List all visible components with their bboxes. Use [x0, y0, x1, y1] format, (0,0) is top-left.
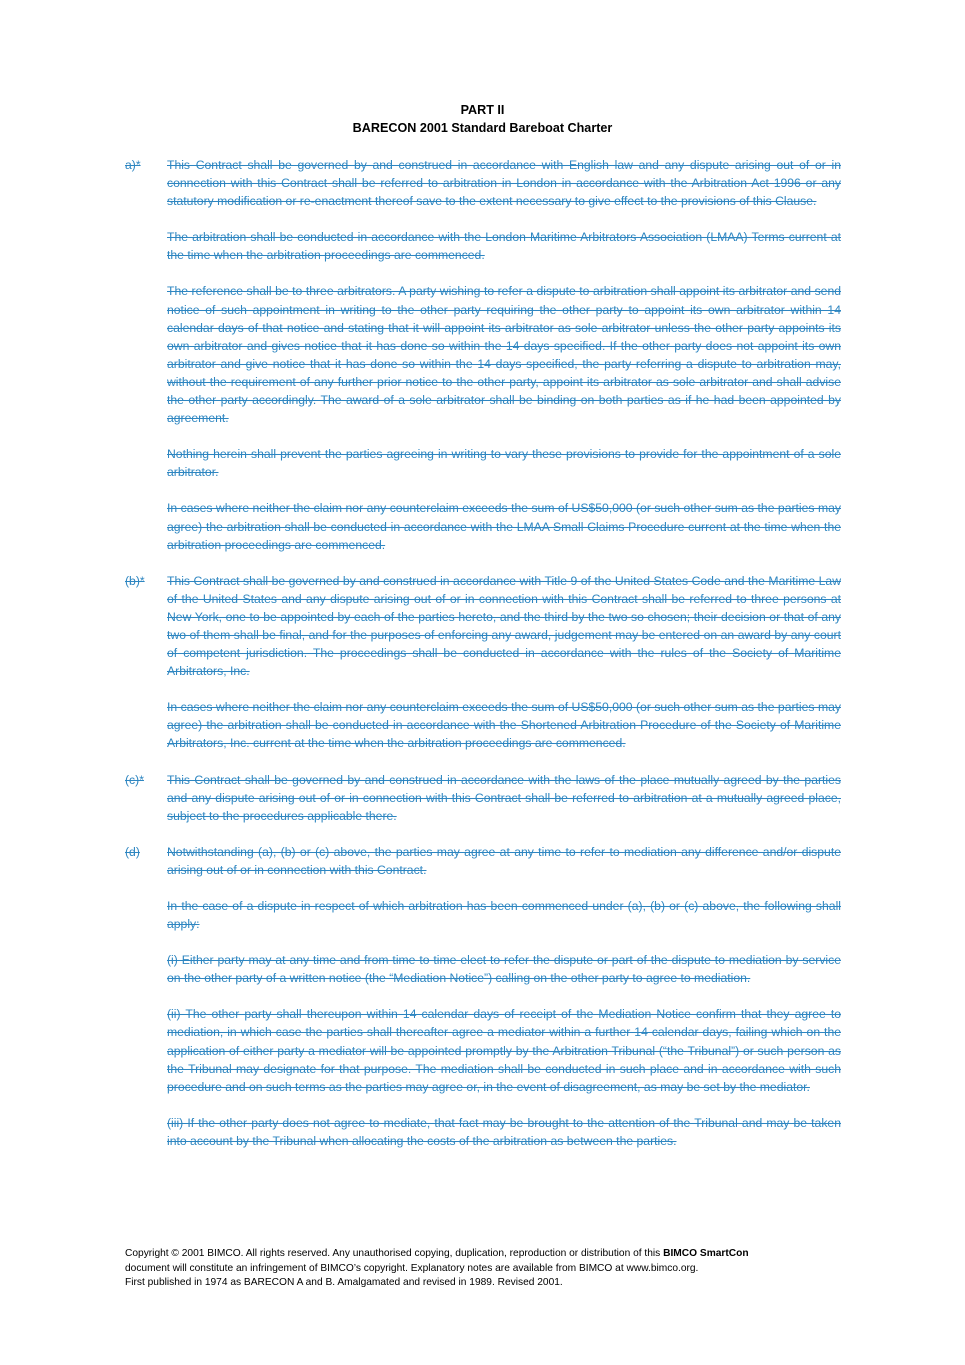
clause-label-c: (c)* [125, 772, 144, 787]
footer-brand: BIMCO SmartCon [663, 1248, 749, 1259]
copyright-footer [125, 1247, 841, 1291]
clause-b [125, 572, 841, 753]
clause-c-paragraph-1: This Contract shall be governed by and construed in accordance with the laws of the place mutually agreed by the parties and any dispute arising out of or in connection with this Contract shall be referred to arbitration at a mutually agreed place, subject to the procedures applicable there. [167, 772, 841, 823]
clause-label-d: (d) [125, 844, 140, 859]
document-title: BARECON 2001 Standard Bareboat Charter [352, 121, 613, 135]
footer-line-1 [125, 1247, 841, 1262]
clause-d-paragraph-5: (iii) If the other party does not agree to mediate, that fact may be brought to the attention of the Tribunal and may be taken into account by the Tribunal when allocating the costs of the arbitration as between the parties. [167, 1115, 841, 1148]
clause-b-paragraph-2: In cases where neither the claim nor any counterclaim exceeds the sum of US$50,000 (or such other sum as the parties may agree) the arbitration shall be conducted in accordance with the Shortened Arbitration Procedure of the Society of Maritime Arbitrators, Inc. current at the time when the arbitration proceedings are commenced. [167, 700, 841, 751]
clause-a-paragraph-5: In cases where neither the claim nor any counterclaim exceeds the sum of US$50,000 (or such other sum as the parties may agree) the arbitration shall be conducted in accordance with the LMAA Small Claims Procedure current at the time when the arbitration proceedings are commenced. [167, 501, 841, 552]
clause-a [125, 156, 841, 554]
part-heading: PART II [460, 103, 505, 117]
clause-d-paragraph-1: Notwithstanding (a), (b) or (c) above, the parties may agree at any time to refer to mediation any difference and/or dispute arising out of or in connection with this Contract. [167, 844, 841, 877]
clause-b-paragraph-1: This Contract shall be governed by and construed in accordance with Title 9 of the United States Code and the Maritime Law of the United States and any dispute arising out of or in connection with this Contract shall be referred to three persons at New York, one to be appointed by each of the parties hereto, and the third by the two so chosen; their decision or that of any two of them shall be final, and for the purposes of enforcing any award, judgement may be entered on an award by any court of competent jurisdiction. The proceedings shall be conducted in accordance with the rules of the Society of Maritime Arbitrators, Inc. [167, 573, 841, 679]
clause-a-paragraph-3: The reference shall be to three arbitrators. A party wishing to refer a dispute to arbitration shall appoint its arbitrator and send notice of such appointment in writing to the other party requiring the other party to appoint its own arbitrator within 14 calendar days of that notice and stating that it will appoint its arbitrator as sole arbitrator unless the other party appoints its own arbitrator and gives notice that it has done so within the 14 days specified. If the other party does not appoint its own arbitrator and give notice that it has done so within the 14 days specified, the party referring a dispute to arbitration may, without the requirement of any further prior notice to the other party, appoint its arbitrator as sole arbitrator and shall advise the other party accordingly. The award of a sole arbitrator shall be binding on both parties as if he had been appointed by agreement. [167, 284, 841, 426]
footer-line-3: First published in 1974 as BARECON A and B. Amalgamated and revised in 1989. Revised 2001. [125, 1277, 563, 1288]
clause-d-paragraph-3: (i) Either party may at any time and from time to time elect to refer the dispute or part of the dispute to mediation by service on the other party of a written notice (the “Mediation Notice”) calling on the other party to agree to mediation. [167, 953, 841, 986]
footer-line-1-text: Copyright © 2001 BIMCO. All rights reserved. Any unauthorised copying, duplication, reproduction or distribution of this [125, 1248, 664, 1259]
clause-label-a: a)* [125, 158, 141, 172]
clause-c [125, 771, 841, 825]
clause-a-paragraph-4: Nothing herein shall prevent the parties agreeing in writing to vary these provisions to provide for the appointment of a sole arbitrator. [167, 447, 841, 480]
clause-a-paragraph-2: The arbitration shall be conducted in accordance with the London Maritime Arbitrators Association (LMAA) Terms current at the time when the arbitration proceedings are commenced. [167, 230, 841, 263]
page-header [0, 101, 965, 137]
clause-a-paragraph-1: This Contract shall be governed by and construed in accordance with English law and any dispute arising out of or in connection with this Contract shall be referred to arbitration in London in accordance with the Arbitration Act 1996 or any statutory modification or re-enactment thereof save to the extent necessary to give effect to the provisions of this Clause. [167, 158, 841, 209]
clause-d [125, 843, 841, 1150]
clause-body [125, 156, 841, 1168]
footer-line-2: document will constitute an infringement of BIMCO’s copyright. Explanatory notes are available from BIMCO at www.bimco.org. [125, 1262, 699, 1274]
clause-d-paragraph-2: In the case of a dispute in respect of which arbitration has been commenced under (a), (b) or (c) above, the following shall apply: [167, 899, 841, 932]
clause-label-b: (b)* [125, 573, 145, 588]
clause-d-paragraph-4: (ii) The other party shall thereupon within 14 calendar days of receipt of the Mediation Notice confirm that they agree to mediation, in which case the parties shall thereafter agree a mediator within a further 14 calendar days, failing which on the application of either party a mediator will be appointed promptly by the Arbitration Tribunal (“the Tribunal”) or such person as the Tribunal may designate for that purpose. The mediation shall be conducted in such place and in accordance with such procedure and on such terms as the parties may agree or, in the event of disagreement, as may be set by the mediator. [167, 1007, 841, 1094]
